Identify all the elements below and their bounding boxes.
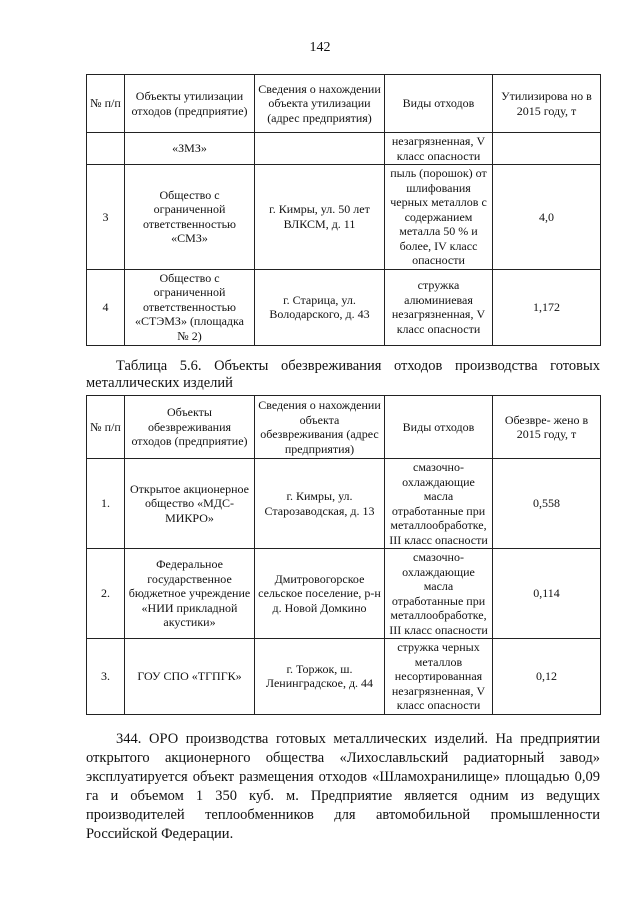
header-waste: Виды отходов: [385, 396, 493, 459]
cell-num: [87, 133, 125, 165]
cell-num: 3.: [87, 639, 125, 715]
cell-amount: 4,0: [493, 165, 601, 270]
body-paragraph: [86, 730, 600, 844]
table-row: [87, 639, 601, 715]
cell-waste: незагрязненная, V класс опасности: [385, 133, 493, 165]
cell-org: ГОУ СПО «ТГПГК»: [125, 639, 255, 715]
cell-address: г. Кимры, ул. 50 лет ВЛКСМ, д. 11: [255, 165, 385, 270]
table-neutralization-objects: [86, 395, 601, 715]
cell-waste: стружка черных металлов несортированная незагрязненная, V класс опасности: [385, 639, 493, 715]
cell-org: Открытое акционерное общество «МДС-МИКРО»: [125, 459, 255, 549]
table-row: [87, 459, 601, 549]
cell-org: «ЗМЗ»: [125, 133, 255, 165]
table-row: [87, 165, 601, 270]
cell-org: Федеральное государственное бюджетное учреждение «НИИ прикладной акустики»: [125, 549, 255, 639]
table-row: [87, 269, 601, 345]
table-caption: Таблица 5.6. Объекты обезвреживания отходов производства готовых металлических изделий: [86, 358, 600, 391]
header-org: Объекты утилизации отходов (предприятие): [125, 75, 255, 133]
cell-amount: 0,12: [493, 639, 601, 715]
cell-waste: стружка алюминиевая незагрязненная, V класс опасности: [385, 269, 493, 345]
paragraph-text: 344. ОРО производства готовых металлических изделий. На предприятии открытого акционерного общества «Лихославльский радиаторный завод» эксплуатируется объект размещения отходов «Шламохранилище» площадью 0,09 га и объемом 1 350 куб. м. Предприятие является одним из ведущих производителей теплообменников для автомобильной промышленности Российской Федерации.: [86, 731, 600, 842]
cell-org: Общество с ограниченной ответственностью «СТЭМЗ» (площадка № 2): [125, 269, 255, 345]
header-num: № п/п: [87, 396, 125, 459]
header-address: Сведения о нахождении объекта утилизации (адрес предприятия): [255, 75, 385, 133]
cell-address: г. Торжок, ш. Ленинградское, д. 44: [255, 639, 385, 715]
header-address: Сведения о нахождении объекта обезвреживания (адрес предприятия): [255, 396, 385, 459]
cell-waste: пыль (порошок) от шлифования черных металлов с содержанием металла 50 % и более, IV класс опасности: [385, 165, 493, 270]
page-number: 142: [309, 40, 331, 55]
cell-num: 1.: [87, 459, 125, 549]
cell-address: г. Старица, ул. Володарского, д. 43: [255, 269, 385, 345]
header-amount: Обезвре- жено в 2015 году, т: [493, 396, 601, 459]
cell-amount: [493, 133, 601, 165]
cell-amount: 0,558: [493, 459, 601, 549]
table-row: [87, 133, 601, 165]
header-num: № п/п: [87, 75, 125, 133]
table-utilization-objects: [86, 74, 601, 346]
header-waste: Виды отходов: [385, 75, 493, 133]
cell-waste: смазочно-охлаждающие масла отработанные при металлообработке, III класс опасности: [385, 549, 493, 639]
cell-num: 3: [87, 165, 125, 270]
table-header-row: [87, 75, 601, 133]
cell-amount: 0,114: [493, 549, 601, 639]
header-amount: Утилизирова но в 2015 году, т: [493, 75, 601, 133]
cell-address: [255, 133, 385, 165]
header-org: Объекты обезвреживания отходов (предприятие): [125, 396, 255, 459]
cell-org: Общество с ограниченной ответственностью «СМЗ»: [125, 165, 255, 270]
table-header-row: [87, 396, 601, 459]
cell-num: 2.: [87, 549, 125, 639]
cell-waste: смазочно-охлаждающие масла отработанные при металлообработке, III класс опасности: [385, 459, 493, 549]
cell-address: г. Кимры, ул. Старозаводская, д. 13: [255, 459, 385, 549]
cell-address: Дмитровогорское сельское поселение, р-н д. Новой Домкино: [255, 549, 385, 639]
table-row: [87, 549, 601, 639]
cell-amount: 1,172: [493, 269, 601, 345]
cell-num: 4: [87, 269, 125, 345]
